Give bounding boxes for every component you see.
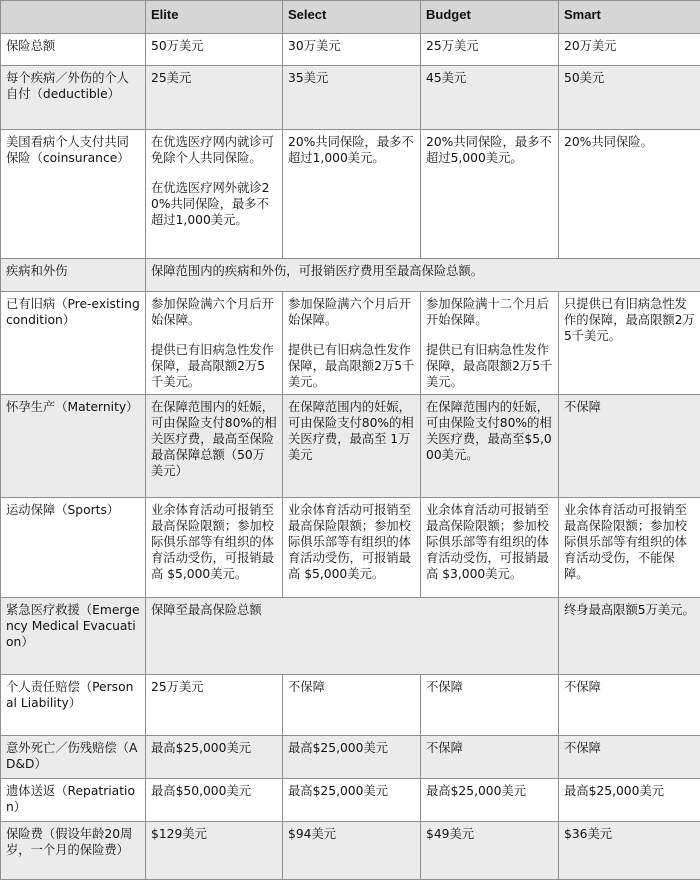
cell-elite: 最高$50,000美元 xyxy=(146,779,283,822)
row-label: 保险费（假设年龄20周岁，一个月的保险费） xyxy=(1,822,146,880)
row-maternity xyxy=(1,395,700,498)
cell-select: 最高$25,000美元 xyxy=(283,736,421,779)
cell-select: 35美元 xyxy=(283,66,421,130)
row-label: 疾病和外伤 xyxy=(1,259,146,292)
cell-budget-limit: 提供已有旧病急性发作保障，最高限额2万5千美元。 xyxy=(426,343,553,389)
row-preexisting-condition xyxy=(1,292,700,395)
row-label: 紧急医疗救援（Emergency Medical Evacuation） xyxy=(1,598,146,675)
cell-elite: 在保障范围内的妊娠，可由保险支付80%的相关医疗费，最高至保险最高保障总额（50万美元） xyxy=(146,395,283,498)
cell-budget: 业余体育活动可报销至最高保险限额；参加校际俱乐部等有组织的体育活动受伤，可报销最高 $3,000美元。 xyxy=(421,498,559,598)
cell-select: $94美元 xyxy=(283,822,421,880)
cell-smart: 不保障 xyxy=(559,736,700,779)
row-label: 美国看病个人支付共同保险（coinsurance） xyxy=(1,130,146,259)
cell-select: 20%共同保险，最多不超过1,000美元。 xyxy=(283,130,421,259)
cell-smart: 业余体育活动可报销至最高保险限额；参加校际俱乐部等有组织的体育活动受伤，不能保障。 xyxy=(559,498,700,598)
cell-smart: 不保障 xyxy=(559,675,700,736)
cell-elite-limit: 提供已有旧病急性发作保障，最高限额2万5千美元。 xyxy=(151,343,274,389)
cell-budget: 在保障范围内的妊娠，可由保险支付80%的相关医疗费，最高至$5,000美元。 xyxy=(421,395,559,498)
row-repatriation xyxy=(1,779,700,822)
cell-smart: 最高$25,000美元 xyxy=(559,779,700,822)
row-accidental-death xyxy=(1,736,700,779)
cell-select: 不保障 xyxy=(283,675,421,736)
cell-budget: 25万美元 xyxy=(421,34,559,66)
cell-budget: $49美元 xyxy=(421,822,559,880)
row-label: 运动保障（Sports） xyxy=(1,498,146,598)
cell-smart: 只提供已有旧病急性发作的保障，最高限额2万5千美元。 xyxy=(559,292,700,395)
cell-budget: 不保障 xyxy=(421,736,559,779)
row-label: 已有旧病（Pre-existing condition） xyxy=(1,292,146,395)
cell-elite-select-budget: 保障至最高保险总额 xyxy=(146,598,559,675)
row-total-coverage xyxy=(1,34,700,66)
cell-elite: 25美元 xyxy=(146,66,283,130)
row-emergency-evacuation xyxy=(1,598,700,675)
cell-budget: 45美元 xyxy=(421,66,559,130)
cell-elite xyxy=(146,130,283,259)
row-label: 意外死亡／伤残赔偿（AD&D） xyxy=(1,736,146,779)
row-illness-injury xyxy=(1,259,700,292)
cell-smart: 50美元 xyxy=(559,66,700,130)
cell-smart: 20%共同保险。 xyxy=(559,130,700,259)
row-sports xyxy=(1,498,700,598)
cell-select: 最高$25,000美元 xyxy=(283,779,421,822)
cell-budget: 最高$25,000美元 xyxy=(421,779,559,822)
cell-select: 业余体育活动可报销至最高保险限额；参加校际俱乐部等有组织的体育活动受伤，可报销最高 $5,000美元。 xyxy=(283,498,421,598)
header-plan-budget: Budget xyxy=(421,1,559,34)
cell-select: 30万美元 xyxy=(283,34,421,66)
cell-smart: $36美元 xyxy=(559,822,700,880)
cell-elite: 业余体育活动可报销至最高保险限额；参加校际俱乐部等有组织的体育活动受伤，可报销最高 $5,000美元。 xyxy=(146,498,283,598)
cell-budget xyxy=(421,292,559,395)
row-label: 遗体送返（Repatriation） xyxy=(1,779,146,822)
row-label: 个人责任赔偿（Personal Liability） xyxy=(1,675,146,736)
cell-elite: $129美元 xyxy=(146,822,283,880)
cell-budget-waiting: 参加保险满十二个月后开始保障。 xyxy=(426,297,549,327)
header-plan-select: Select xyxy=(283,1,421,34)
cell-select-waiting: 参加保险满六个月后开始保障。 xyxy=(288,297,411,327)
cell-smart: 终身最高限额5万美元。 xyxy=(559,598,700,675)
cell-select xyxy=(283,292,421,395)
cell-select-limit: 提供已有旧病急性发作保障，最高限额2万5千美元。 xyxy=(288,343,415,389)
row-personal-liability xyxy=(1,675,700,736)
cell-select: 在保障范围内的妊娠，可由保险支付80%的相关医疗费，最高至 1万美元 xyxy=(283,395,421,498)
row-deductible xyxy=(1,66,700,130)
cell-elite: 50万美元 xyxy=(146,34,283,66)
row-label: 保险总额 xyxy=(1,34,146,66)
cell-all-plans: 保障范围内的疾病和外伤，可报销医疗费用至最高保险总额。 xyxy=(146,259,700,292)
cell-budget: 20%共同保险，最多不超过5,000美元。 xyxy=(421,130,559,259)
cell-elite-waiting: 参加保险满六个月后开始保障。 xyxy=(151,297,274,327)
cell-budget: 不保障 xyxy=(421,675,559,736)
header-plan-elite: Elite xyxy=(146,1,283,34)
cell-smart: 不保障 xyxy=(559,395,700,498)
cell-elite: 25万美元 xyxy=(146,675,283,736)
row-premium xyxy=(1,822,700,880)
cell-elite-out-network: 在优选医疗网外就诊20%共同保险，最多不超过1,000美元。 xyxy=(151,181,270,227)
header-row xyxy=(1,1,700,34)
header-plan-smart: Smart xyxy=(559,1,700,34)
cell-smart: 20万美元 xyxy=(559,34,700,66)
row-label: 怀孕生产（Maternity） xyxy=(1,395,146,498)
cell-elite-in-network: 在优选医疗网内就诊可免除个人共同保险。 xyxy=(151,135,274,165)
header-corner xyxy=(1,1,146,34)
cell-elite: 最高$25,000美元 xyxy=(146,736,283,779)
cell-elite xyxy=(146,292,283,395)
row-label: 每个疾病／外伤的个人自付（deductible） xyxy=(1,66,146,130)
row-coinsurance xyxy=(1,130,700,259)
